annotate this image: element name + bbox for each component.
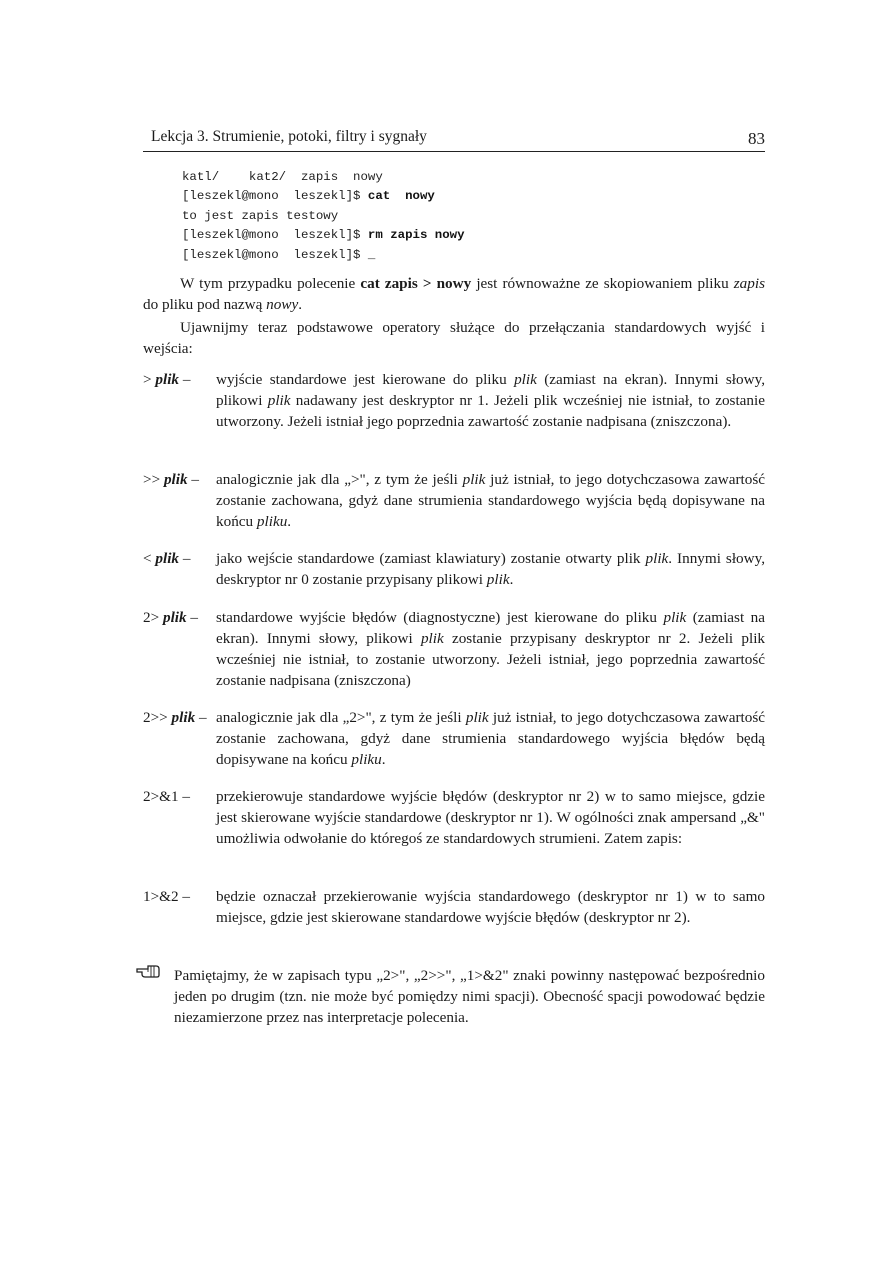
operator-definition [143,786,765,849]
header-rule [143,151,765,152]
page-header [143,124,765,152]
operator-description: standardowe wyjście błędów (diagnostyczne) jest kierowane do pliku plik (zamiast na ekran). Innymi słowy, plikowi plik zostanie przypisany deskryptor nr 2. Jeżeli plik wcześniej nie istniał, to zostanie utworzony. Jeżeli istniał, jego poprzednia zawartość zostanie nadpisana (zniszczona) [216,609,766,689]
operator-description: analogicznie jak dla „>", z tym że jeśli plik już istniał, to jego dotychczasowa zawartość zostanie zachowana, gdyż dane strumienia standardowego wyjścia będą dopisywane na końcu pliku. [216,471,766,530]
terminal-listing [182,168,465,265]
note-text: Pamiętajmy, że w zapisach typu „2>", „2>>", „1>&2" znaki powinny następować bezpośrednio jeden po drugim (tzn. nie może być pomiędzy nimi spacji). Obecność spacji powodować będzie niezamierzone przez nas interpretacje polecenia. [174,967,765,1026]
terminal-line: [leszekl@mono leszekl]$ _ [182,247,376,262]
paragraph-cat-explanation: W tym przypadku polecenie cat zapis > nowy jest równoważne ze skopiowaniem pliku zapis do pliku pod nazwą nowy. [143,275,765,313]
prompt: [leszekl@mono leszekl]$ [182,189,368,204]
operator-definition [143,707,765,770]
command: rm zapis nowy [367,228,465,243]
operator-description: wyjście standardowe jest kierowane do pliku plik (zamiast na ekran). Innymi słowy, plikowi plik nadawany jest deskryptor nr 1. Jeżeli plik wcześniej nie istniał, to zostanie utworzony. Jeżeli istniał jego poprzednia zawartość zostanie nadpisana (zniszczona). [216,371,765,430]
paragraph-operators-intro: Ujawnijmy teraz podstawowe operatory służące do przełączania standardowych wyjść i wejścia: [143,319,765,357]
note-block [143,965,765,1028]
page-number: 83 [748,129,765,148]
prompt: [leszekl@mono leszekl]$ [182,228,368,243]
pointing-hand-icon [136,963,160,979]
operator-term: >> plik – [143,471,199,488]
operator-term: 2>> plik – [143,709,207,726]
operator-definition [143,886,765,928]
operator-term: < plik – [143,550,191,567]
operator-term: 2> plik – [143,609,198,626]
operator-description: jako wejście standardowe (zamiast klawiatury) zostanie otwarty plik plik. Innymi słowy, deskryptor nr 0 zostanie przypisany plikowi plik. [216,550,766,588]
operator-definition [143,469,765,532]
operator-definition [143,369,765,432]
terminal-line: katl/ kat2/ zapis nowy [182,170,383,184]
command: cat nowy [367,189,435,204]
operator-description: będzie oznaczał przekierowanie wyjścia standardowego (deskryptor nr 1) w to samo miejsce, gdzie jest skierowane standardowe wyjście błędów (deskryptor nr 2). [216,888,765,926]
operator-description: analogicznie jak dla „2>", z tym że jeśli plik już istniał, to jego dotychczasowa zawartość zostanie zachowana, gdyż dane strumienia standardowego wyjścia błędów będą dopisywane na końcu pliku. [216,709,765,768]
operator-description: przekierowuje standardowe wyjście błędów (deskryptor nr 2) w to samo miejsce, gdzie jest skierowane wyjście standardowe (deskryptor nr 1). W ogólności znak ampersand „&" umożliwia odwołanie do któregoś ze standardowych strumieni. Zatem zapis: [216,788,765,847]
operator-term: 1>&2 – [143,888,190,905]
terminal-line [182,226,465,245]
terminal-line: to jest zapis testowy [182,208,339,223]
page-title: Lekcja 3. Strumienie, potoki, filtry i sygnały [151,128,427,145]
operator-definition [143,607,765,691]
operator-term: 2>&1 – [143,788,190,805]
operator-term: > plik – [143,371,191,388]
inline-command: cat zapis > nowy [360,275,472,292]
operator-definition [143,548,765,590]
terminal-line [182,187,465,206]
